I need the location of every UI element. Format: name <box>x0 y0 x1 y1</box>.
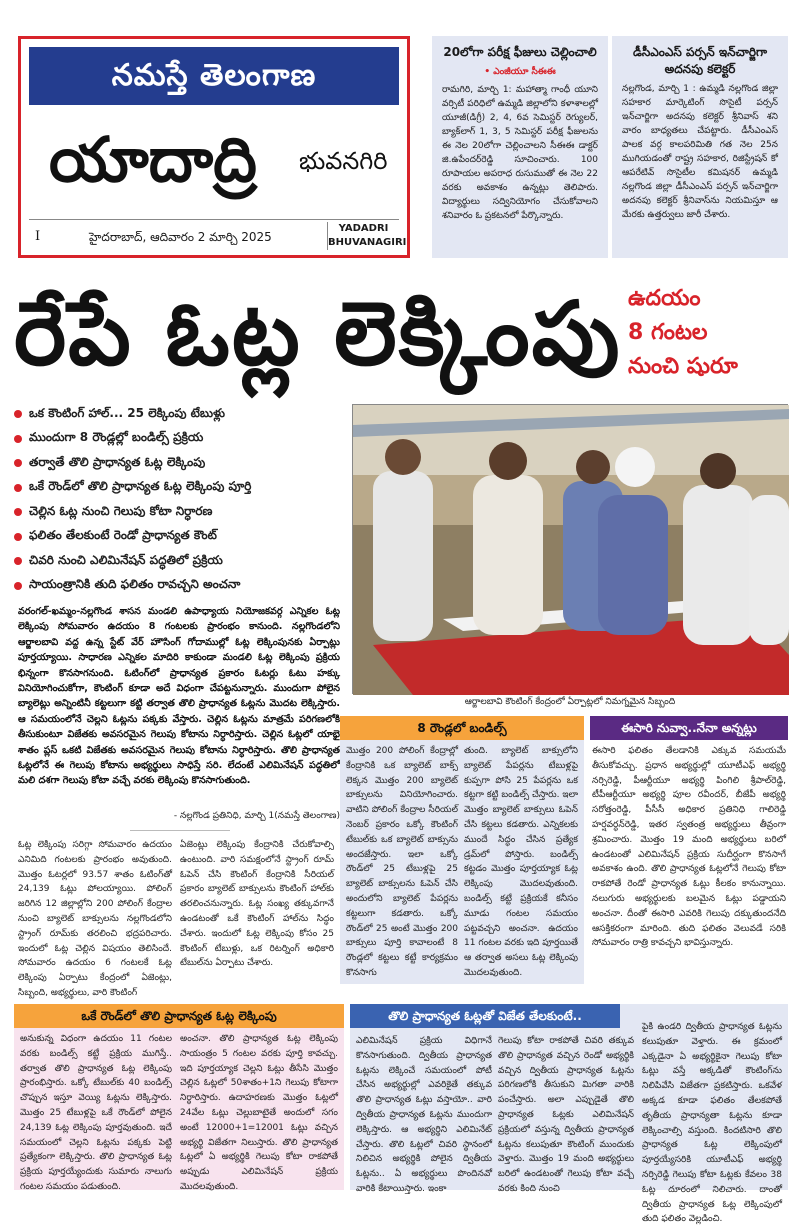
section-this-time <box>590 716 788 984</box>
lead-paragraph: వరంగల్‌-ఖమ్మం-నల్లగొండ శాసన మండలి ఉపాధ్యాయ నియోజకవర్గ ఎన్నికల ఓట్ల లెక్కింపు సోమవారం ఉదయం 8 గంటలకు ప్రారంభం కానుంది. నల్లగొండలోని ఆర్జాలబావి వద్ద ఉన్న స్టేట్ వేర్ హౌసింగ్ గోదాముల్లో ఓట్ల లెక్కింపునకు ఏర్పాట్లు పూర్తయ్యాయి. సాధారణ ఎన్నికల మాదిరి కాకుండా మండలి ఓట్ల లెక్కింపు ప్రక్రియ భిన్నంగా కొనసాగనుంది. ఓటింగ్‌లో ప్రాధాన్యత ప్రకారం ఓటర్లు ఓటు హక్కు వినియోగించుకోగా, కౌంటింగ్ కూడా అదే విధంగా చేపట్టనున్నారు. ముందుగా పోలైన బ్యాలెట్లు అన్నింటినీ కట్టలుగా కట్టి తర్వాత తొలి ప్రాధాన్యత ఓట్లను మొదట లెక్కిస్తారు. ఆ సమయంలోనే చెల్లని ఓట్లను పక్కకు వేస్తారు. చెల్లిన ఓట్లను మాత్రమే పరిగణలోకి తీసుకుంటూ విజేతకు అవసరమైన గెలుపు కోటాను నిర్ధారిస్తారు. చెల్లిన ఓట్లలో యాభై శాతం ప్లస్ ఒకటి విజేతకు అవసరమైన గెలుపు కోటాను నిర్ధారిస్తారు. తొలి ప్రాధాన్యత ఓట్లలోనే ఈ గెలుపు కోటాను అభ్యర్థులు సాధిస్తే సరి. లేదంటే ఎలిమినేషన్ పద్ధతిలో మలి దశగా గెలుపు కోటా వచ్చే వరకు లెక్కింపు కొనసాగుతుంది. <box>18 606 340 787</box>
news-box-title: డీసీఎంఎస్ పర్సన్ ఇన్‌చార్జిగా అదనపు కలెక్టర్ <box>632 45 768 76</box>
section-title: తొలి ప్రాధాన్యత ఓట్లతో విజేత తేలకుంటే.. <box>350 1004 620 1028</box>
side-headline-line: ఉదయం <box>628 286 701 311</box>
section-winner <box>350 1004 788 1225</box>
section-column: తుంది. బ్యాలెట్ బాక్సులోని బ్యాలెట్ పేపర్లను టేబుళ్లపై కుప్పగా పోసి 25 పేపర్లను ఒక కట్టగా కట్టి బండిల్స్ చేస్తారు. ఇలా మొత్తం బ్యాలెట్ బాక్సులు ఓపెన్ చేసి కట్టలు కడతారు. ఎన్నికలకు ముందే సిద్ధం చేసిన ప్రత్యేక డ్రమ్‌లో పోస్తారు. బండిల్స్ కట్టడం మొత్తం పూర్తయ్యాక ఓట్ల లెక్కింపు మొదలవుతుంది. బండిల్స్ కట్టే ప్రక్రియకే కనీసం మూడు గంటల సమయం పట్టవచ్చని అంచనా. ఉదయం 11 గంటల వరకు ఇది పూర్తయితే ఆ తర్వాత అసలు ఓట్ల లెక్కింపు మొదలవుతుంది. <box>464 746 578 978</box>
photo-caption: ఆర్జాలబావి కౌంటింగ్ కేంద్రంలో ఏర్పాట్లలో నిమగ్నమైన సిబ్బంది <box>464 697 676 707</box>
news-box-body: నల్లగొండ, మార్చి 1 : ఉమ్మడి నల్లగొండ జిల్లా సహకార మార్కెటింగ్ సొసైటీ పర్సన్ ఇన్‌చార్జిగా అదనపు కలెక్టర్ శ్రీనివాస్ శని వారం బాధ్యతలు చేపట్టారు. డీసీఎంఎస్ పాలక వర్గ కాలపరిమితి గత నెల 25న ముగియడంతో రాష్ట్ర సహకార, రిజిస్ట్రేషన్ కో ఆపరేటివ్ సొసైటీల కమిషనర్ ఉమ్మడి నల్లగొండ జిల్లా డీసీఎంఎస్ పర్సన్ ఇన్‌చార్జిగా అదనపు కలెక్టర్ శ్రీనివాస్‌ను నియమిస్తూ ఆ మేరకు ఉత్తర్వులు జారీ చేశారు. <box>622 84 778 220</box>
bullet-dot-icon <box>14 557 22 565</box>
paper-name: నమస్తే తెలంగాణ <box>29 47 399 105</box>
news-box-body: రామగిరి, మార్చి 1: మహాత్మా గాంధీ యూని వర్సిటీ పరిధిలో ఉమ్మడి జిల్లాలోని కళాశాలల్లో యూజీ(డిగ్రీ) 2, 4, 6వ సెమిస్టర్ రెగ్యులర్, బ్యాక్‌లాగ్ 1, 3, 5 సెమిస్టర్ పరీక్ష ఫీజులను ఈ నెల 20లోగా చెల్లించాలని సీఈఈ డాక్టర్ జి.ఉపేందర్‌రెడ్డి సూచించారు. 100 రూపాయల అపరాధ రుసుముతో ఈ నెల 22 వరకు అవకాశం ఉన్నట్లు తెలిపారు. విద్యార్థులు సద్వినియోగం చేసుకోవాలని శనివారం ఓ ప్రకటనలో పేర్కొన్నారు. <box>442 85 598 221</box>
bullet-item <box>14 427 344 452</box>
section-column: మొత్తం 200 పోలింగ్ కేంద్రాల్లో కేంద్రానికి ఒక బ్యాలెట్ బాక్స్ లెక్కన మొత్తం 200 బ్యాలెట్ బాక్సులను వినియోగించారు. వాటిని పోలింగ్ కేంద్రాల సీరియల్ నెంబర్ ప్రకారం ఒక్కో కౌంటింగ్ టేబుల్‌కు ఒక బ్యాలెట్ బాక్సును అందజేస్తారు. ఇలా ఒక్కో రౌండ్‌లో 25 టేబుళ్లపై 25 బ్యాలెట్ బాక్సులను ఓపెన్ చేసి అందులోని బ్యాలెట్ పేపర్లను కట్టలుగా కడతారు. ఒక్కో రౌండ్‌లో 25 అంటే మొత్తం 200 బాక్సులు పూర్తి కావాలంటే 8 రౌండ్లలో కట్టలు కట్టే కార్యక్రమం కొనసాగు <box>346 746 458 978</box>
main-headline: రేపే ఓట్ల లెక్కింపు <box>14 282 622 385</box>
counting-center-photo <box>352 404 788 694</box>
divider <box>130 830 230 831</box>
edition-title-block <box>29 107 399 217</box>
edition-english: YADADRI BHUVANAGIRI <box>328 223 407 248</box>
bullet-item <box>14 451 344 476</box>
section-column: గెలుపు కోటా రాకపోతే చివరి తక్కువ తొలి ప్రాధాన్యత వచ్చిన రెండో అభ్యర్థికి వచ్చిన ద్వితీయ ప్రాధాన్యత ఓట్లను పరిగణలోకి తీసుకుని మిగతా వారికి పంచేస్తారు. అలా ఎప్పుడైతే తొలి ప్రాధాన్యత ఓట్లకు ఎలిమినేషన్ ప్రక్రియలో వస్తున్న ద్వితీయ ప్రాధాన్యత ఓట్లను కలుపుతూ కౌంటింగ్ ముందుకు వెళ్తారు. మొత్తం 19 మంది అభ్యర్థులు బరిలో ఉండటంతో గెలుపు కోటా వచ్చే వరకు కింది నుంచి <box>498 1036 634 1194</box>
bullet-dot-icon <box>14 508 22 516</box>
dateline: హైదరాబాద్‌, ఆదివారం 2 మార్చి 2025 <box>89 230 272 244</box>
section-body: ఈసారి ఫలితం తేలడానికి ఎక్కువ సమయమే తీసుకోవచ్చు. ప్రధాన అభ్యర్థుల్లో యూటీఎఫ్ అభ్యర్థి నర్సిరెడ్డి, పీఆర్టీయూ అభ్యర్థి పింగిలి శ్రీపాల్‌రెడ్డి, టీపీఆర్టీయూ అభ్యర్థి పూల రవీందర్, బీజేపీ అభ్యర్థి సరోత్తంరెడ్డి, పీసీసీ అధికార ప్రతినిధి గాలిరెడ్డి హర్షవర్ధన్‌రెడ్డి, ఇతర స్వతంత్ర అభ్యర్థులు తీవ్రంగా శ్రమించారు. మొత్తం 19 మంది అభ్యర్థులు బరిలో ఉండటంతో ఎలిమినేషన్ ప్రక్రియ సుదీర్ఘంగా కొనసాగే అవకాశం ఉంది. తొలి ప్రాధాన్యత ఓట్లలోనే గెలుపు కోటా రాకపోతే రెండో ప్రాధాన్యత ఓట్లు కీలకం కానున్నాయి. నలుగురు అభ్యర్థులకు బలమైన ఓట్లు పడ్డాయని అంచనా. దీంతో ఈసారి ఎవరికి గెలుపు దక్కుతుందనేది ఆసక్తికరంగా మారింది. తుది ఫలితం వెలువడే సరికి సోమవారం రాత్రి కావచ్చని భావిస్తున్నారు. <box>592 746 786 949</box>
section-title: ఈసారి నువ్వా..నేనా అన్నట్లు <box>590 716 788 740</box>
bullet-text: చెల్లిన ఓట్ల నుంచి గెలుపు కోటా నిర్ధారణ <box>29 503 213 518</box>
news-box-dcms <box>612 36 788 258</box>
section-title: ఒకే రౌండ్‌లో తొలి ప్రాధాన్యత ఓట్ల లెక్కింపు <box>14 1004 344 1028</box>
bullet-text: చివరి నుంచి ఎలిమినేషన్ పద్ధతిలో ప్రక్రియ <box>29 552 223 567</box>
bullet-dot-icon <box>14 459 22 467</box>
section-column: అనుకున్న విధంగా ఉదయం 11 గంటల వరకు బండిల్స్ కట్టే ప్రక్రియ ముగిస్తే.. తర్వాత తొలి ప్రాధాన్యత ఓట్ల లెక్కింపు ప్రారంభిస్తారు. ఒక్కో టేబుల్‌కు 40 బండిల్స్ చొప్పున ఇస్తూ వెయ్యి ఓట్లను లెక్కిస్తారు. మొత్తం 25 టేబుళ్లపై ఒకే రౌండ్‌లో పోలైన 24,139 ఓట్ల లెక్కింపు పూర్తవుతుంది. ఇదే సమయంలో చెల్లని ఓట్లను పక్కకు పెట్టి ప్రత్యేకంగా లెక్కిస్తారు. తొలి ప్రాధాన్యత ఓట్ల ప్రక్రియ పూర్తయ్యేందుకు సుమారు నాలుగు గంటల సమయం పడుతుంది. <box>20 1034 172 1192</box>
bullet-text: తర్వాతే తొలి ప్రాధాన్యత ఓట్ల లెక్కింపు <box>29 454 206 469</box>
bullet-item <box>14 549 344 574</box>
bullet-dot-icon <box>14 533 22 541</box>
photo-illustration <box>353 405 789 695</box>
highlight-bullets <box>14 402 344 598</box>
body-column: ఓట్ల లెక్కింపు సరిగ్గా సోమవారం ఉదయం ఎనిమిది గంటలకు ప్రారంభం అవుతుంది. మొత్తం ఓటర్లలో 93.57 శాతం ఓటింగ్‌తో 24,139 ఓట్లు పోలయ్యాయి. పోలింగ్ జరిగిన 12 జిల్లాల్లోని 200 పోలింగ్ కేంద్రాల నుంచి బ్యాలెట్ బాక్సులను నల్లగొండలోని స్ట్రాంగ్ రూమ్‌కు తరలించి భద్రపరిచారు. ఇందులో ఓట్ల చెల్లిన విషయం తెలిసిందే. సోమవారం ఉదయం 6 గంటలకే ఓట్ల లెక్కింపు ఏర్పాటు కేంద్రంలో ఏజెంట్లు, సిబ్బంది, అభ్యర్థులు, వారి కౌంటింగ్ <box>18 840 172 998</box>
body-column: ఏజెంట్లు లెక్కింపు కేంద్రానికి చేరుకోవాల్సి ఉంటుంది. వారి సమక్షంలోనే స్ట్రాంగ్ రూమ్ ఓపెన్ చేసి కౌంటింగ్ కేంద్రానికి సీరియల్ ప్రకారం బ్యాలెట్ బాక్సులను కౌంటింగ్ హాల్‌కు తరలించనున్నారు. ఓట్ల సంఖ్య తక్కువగానే ఉండటంతో ఒకే కౌంటింగ్ హాల్‌ను సిద్ధం చేశారు. ఇందులో ఓట్ల లెక్కింపు కోసం 25 కౌంటింగ్ టేబుళ్లు, ఒక రిటర్నింగ్ అధికారి టేబుల్‌ను ఏర్పాటు చేశారు. <box>180 840 334 969</box>
bullet-item <box>14 525 344 550</box>
bullet-text: ముందుగా 8 రౌండ్లల్లో బండిల్స్ ప్రక్రియ <box>29 430 204 445</box>
bullet-item <box>14 574 344 599</box>
section-column: అంచనా. తొలి ప్రాధాన్యత ఓట్ల లెక్కింపు సాయంత్రం 5 గంటల వరకు పూర్తి కావచ్చు. ఇది పూర్తయ్యాక చెల్లని ఓట్లు తీసేసి మొత్తం చెల్లిన ఓట్లలో 50శాతం+1ని గెలుపు కోటాగా నిర్ధారిస్తారు. ఉదాహరణకు మొత్తం ఓట్లలో 24వేల ఓట్లు చెల్లుబాటైతే అందులో సగం అంటే 12000+1=12001 ఓట్లు వచ్చిన అభ్యర్థి విజేతగా నిలుస్తారు. తొలి ప్రాధాన్యత ఓట్లలో ఏ అభ్యర్థికి గెలుపు కోటా రాకపోతే అప్పుడు ఎలిమినేషన్ ప్రక్రియ మొదలవుతుంది. <box>180 1034 338 1192</box>
news-box-byline: • ఎంజీయూ సీఈఈ <box>484 67 556 77</box>
bullet-text: సాయంత్రానికి తుది ఫలితం రావచ్చని అంచనా <box>29 577 241 592</box>
bullet-text: ఒకే రౌండ్‌లో తొలి ప్రాధాన్యత ఓట్ల లెక్కింపు పూర్తి <box>29 479 252 494</box>
edition-title: యాదాద్రి <box>49 123 257 196</box>
section-bundles <box>340 716 584 984</box>
masthead-dateline-bar <box>29 219 407 253</box>
bullet-item <box>14 402 344 427</box>
masthead <box>18 36 410 258</box>
section-title: 8 రౌండ్లలో బండిల్స్ <box>340 716 584 740</box>
section-one-round <box>14 1004 344 1190</box>
news-box-title: 20లోగా పరీక్ష ఫీజులు చెల్లించాలి <box>443 45 597 59</box>
bullet-dot-icon <box>14 435 22 443</box>
side-headline <box>628 282 788 384</box>
bullet-text: ఒక కౌంటింగ్ హాల్‌... 25 లెక్కింపు టేబుళ్లు <box>29 405 226 420</box>
page-marker: I <box>35 229 41 244</box>
side-headline-line: నుంచి షురూ <box>628 354 738 379</box>
bullet-dot-icon <box>14 582 22 590</box>
news-box-exam-fees <box>432 36 608 258</box>
side-headline-line: 8 గంటల <box>628 320 708 345</box>
bullet-item <box>14 500 344 525</box>
bullet-text: ఫలితం తేలకుంటే రెండో ప్రాధాన్యత కౌంట్ <box>29 528 217 543</box>
article-credit: - నల్లగొండ ప్రతినిధి, మార్చి 1(నమస్తే తెలంగాణ) <box>173 811 340 821</box>
section-column: ఎలిమినేషన్ ప్రక్రియ విధిగానే కొనసాగుతుంది. ద్వితీయ ప్రాధాన్యత ఓట్లను లెక్కించే సమయంలో పోటీ చేసిన అభ్యర్థుల్లో ఎవరికైతే తక్కువ తొలి ప్రాధాన్యత ఓట్లు వస్తాయో.. వారి ద్వితీయ ప్రాధాన్యత ఓట్లను ముందుగా లెక్కిస్తారు. ఆ అభ్యర్థిని ఎలిమినేట్ చేస్తారు. తొలి ఓట్లలో చివరి స్థానంలో నిలిచిన అభ్యర్థికి పోలైన ద్వితీయ ఓట్లను.. ఏ అభ్యర్థులు పొందినవో వారికి కేటాయిస్తారు. ఇంకా <box>356 1036 492 1194</box>
bullet-dot-icon <box>14 410 22 418</box>
bullet-item <box>14 476 344 501</box>
edition-subtitle: భువనగిరి <box>299 147 388 175</box>
section-column: పైకి ఉండరి ద్వితీయ ప్రాధాన్యత ఓట్లను కలుపుతూ వెళ్తారు. ఈ క్రమంలో ఎక్కడైనా ఏ అభ్యర్థికైనా గెలుపు కోటా ఓట్లు వస్తే అక్కడితో కౌంటింగ్‌ను నిలిపివేసి విజేతగా ప్రకటిస్తారు. ఒకవేళ అక్కడ కూడా ఫలితం తేలకపోతే తృతీయ ప్రాధాన్యతా ఓట్లను కూడా లెక్కించాల్సి వస్తుంది. కిందటిసారి తొలి ప్రాధాన్యత ఓట్ల లెక్కింపులో పూర్తయ్యేసరికి యూటీఎఫ్ అభ్యర్థి నర్సిరెడ్డి గెలుపు కోటా ఓట్లకు కేవలం 38 ఓట్ల దూరంలో నిలిచారు. దాంతో ద్వితీయ ప్రాధాన్యత ఓట్ల లెక్కింపులో తుది ఫలితం వెల్లడించి. <box>642 1022 782 1225</box>
bullet-dot-icon <box>14 484 22 492</box>
